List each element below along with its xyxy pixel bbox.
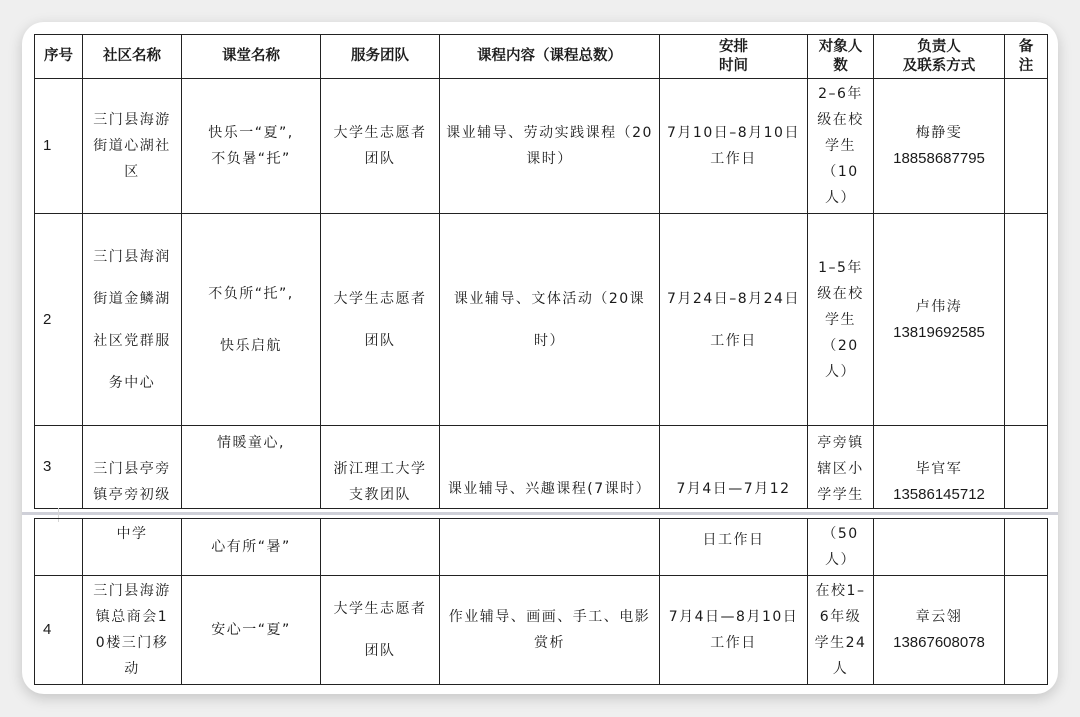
cell-team: 大学生志愿者团队	[321, 79, 440, 214]
header-contact: 负责人 及联系方式	[874, 35, 1005, 79]
cell-content: 课业辅导、劳动实践课程（20课时）	[440, 79, 660, 214]
cell-team	[321, 519, 440, 576]
cell-note	[1005, 519, 1048, 576]
cell-class-name: 快乐一“夏”, 不负暑“托”	[182, 79, 321, 214]
table-row	[35, 214, 1048, 426]
header-seq: 序号	[35, 35, 83, 79]
header-community: 社区名称	[83, 35, 182, 79]
cell-note	[1005, 426, 1048, 509]
cell-note	[1005, 576, 1048, 685]
cell-time: 7月4日—8月10日工作日	[660, 576, 808, 685]
cell-contact: 毕官军 13586145712	[874, 426, 1005, 509]
cell-community: 三门县亭旁镇亭旁初级	[83, 426, 182, 509]
cell-target: 1–5年级在校学生（20人）	[808, 214, 874, 426]
cell-time: 7月10日–8月10日工作日	[660, 79, 808, 214]
cell-community: 三门县海游镇总商会10楼三门移动	[83, 576, 182, 685]
header-team: 服务团队	[321, 35, 440, 79]
cell-time: 7月24日–8月24日工作日	[660, 214, 808, 426]
cell-seq	[35, 519, 83, 576]
cell-target: 在校1–6年级学生24人	[808, 576, 874, 685]
activity-table-page1	[34, 34, 1048, 509]
table-row	[35, 79, 1048, 214]
cell-contact: 章云翎 13867608078	[874, 576, 1005, 685]
cell-time: 日工作日	[660, 519, 808, 576]
header-note: 备 注	[1005, 35, 1048, 79]
cell-content: 课业辅导、兴趣课程(7课时）	[440, 426, 660, 509]
cell-class-name: 不负所“托”, 快乐启航	[182, 214, 321, 426]
cell-seq: 4	[35, 576, 83, 685]
header-content: 课程内容（课程总数）	[440, 35, 660, 79]
header-row	[35, 35, 1048, 79]
cell-content: 课业辅导、文体活动（20课时）	[440, 214, 660, 426]
activity-table-page2	[34, 518, 1048, 685]
cell-content: 作业辅导、画画、手工、电影赏析	[440, 576, 660, 685]
cell-seq: 1	[35, 79, 83, 214]
cell-content	[440, 519, 660, 576]
cell-community: 三门县海游街道心湖社区	[83, 79, 182, 214]
cell-note	[1005, 214, 1048, 426]
cell-target: 亭旁镇辖区小学学生	[808, 426, 874, 509]
cell-time: 7月4日—7月12	[660, 426, 808, 509]
cell-team: 大学生志愿者团队	[321, 576, 440, 685]
cell-team: 大学生志愿者团队	[321, 214, 440, 426]
header-class-name: 课堂名称	[182, 35, 321, 79]
cell-community: 三门县海润街道金鳞湖社区党群服务中心	[83, 214, 182, 426]
cell-target: （50人）	[808, 519, 874, 576]
header-target: 对象人 数	[808, 35, 874, 79]
cell-target: 2–6年级在校学生（10人）	[808, 79, 874, 214]
cell-team: 浙江理工大学支教团队	[321, 426, 440, 509]
table-row	[35, 576, 1048, 685]
cell-community: 中学	[83, 519, 182, 576]
cell-class-name: 心有所“暑”	[182, 519, 321, 576]
cell-class-name: 情暖童心,	[182, 426, 321, 509]
cell-note	[1005, 79, 1048, 214]
table-row-continued	[35, 519, 1048, 576]
cell-contact: 梅静雯 18858687795	[874, 79, 1005, 214]
page-break	[22, 512, 1058, 515]
table-row	[35, 426, 1048, 509]
header-time: 安排 时间	[660, 35, 808, 79]
cell-seq: 2	[35, 214, 83, 426]
cell-class-name: 安心一“夏”	[182, 576, 321, 685]
cell-contact: 卢伟涛 13819692585	[874, 214, 1005, 426]
cell-seq: 3	[35, 426, 83, 509]
cell-contact	[874, 519, 1005, 576]
